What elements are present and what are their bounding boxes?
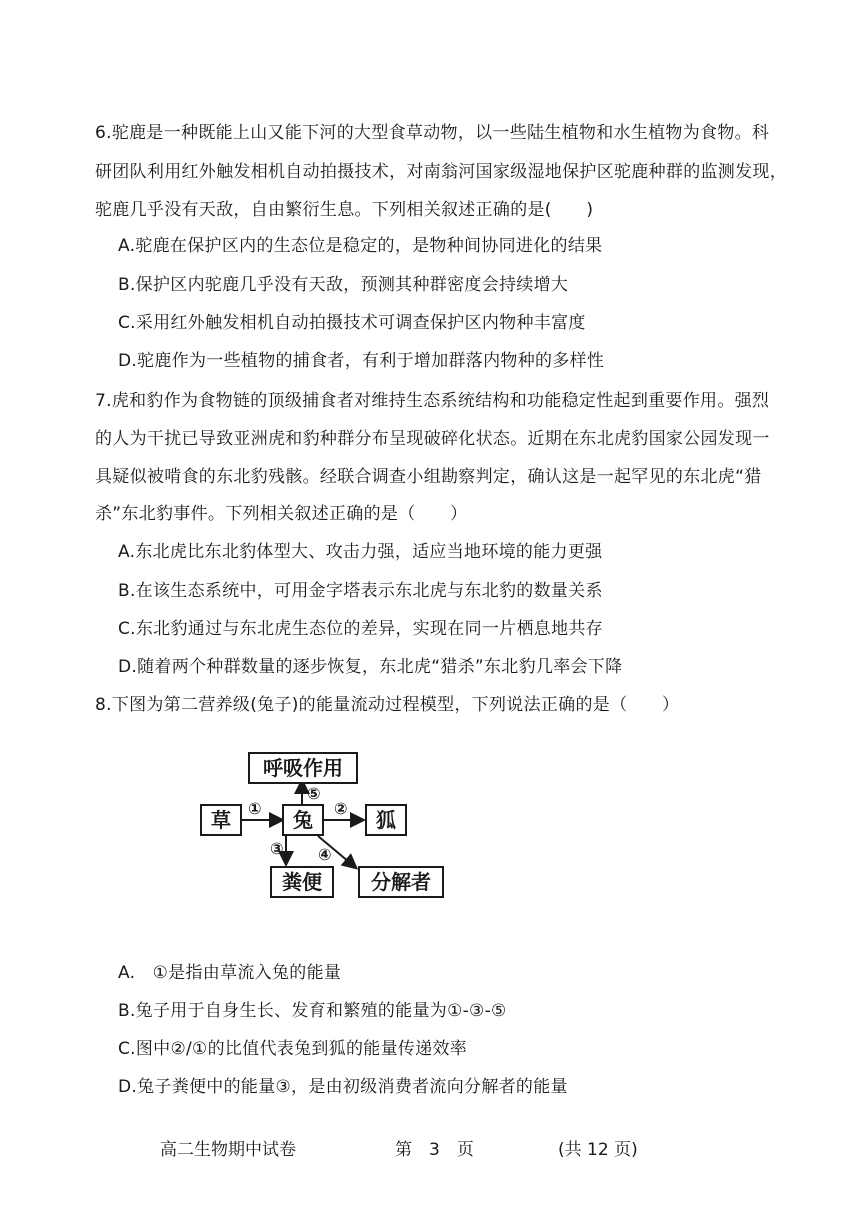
q8-option-c: C.图中②/①的比值代表兔到狐的能量传递效率	[118, 1039, 468, 1059]
q6-stem-line-2: 研团队利用红外触发相机自动拍摄技术，对南翁河国家级湿地保护区驼鹿种群的监测发现，	[95, 162, 787, 182]
q7-stem-line-3: 具疑似被啃食的东北豹残骸。经联合调查小组勘察判定，确认这是一起罕见的东北虎“猎	[95, 467, 762, 487]
footer-page-number: 第 3 页	[395, 1140, 474, 1160]
q6-stem-line-3: 驼鹿几乎没有天敌，自由繁衍生息。下列相关叙述正确的是( )	[95, 200, 594, 220]
label-circle-4: ④	[318, 845, 332, 864]
label-circle-1: ①	[248, 799, 262, 818]
footer-title: 高二生物期中试卷	[160, 1140, 296, 1160]
box-respiration: 呼吸作用	[248, 752, 358, 784]
q8-option-b: B.兔子用于自身生长、发育和繁殖的能量为①-③-⑤	[118, 1001, 507, 1021]
label-circle-5: ⑤	[307, 784, 321, 803]
box-feces: 粪便	[270, 866, 334, 898]
q7-stem-line-1: 7.虎和豹作为食物链的顶级捕食者对维持生态系统结构和功能稳定性起到重要作用。强烈	[95, 391, 770, 411]
q7-option-c: C.东北豹通过与东北虎生态位的差异，实现在同一片栖息地共存	[118, 619, 603, 639]
q7-stem-line-2: 的人为干扰已导致亚洲虎和豹种群分布呈现破碎化状态。近期在东北虎豹国家公园发现一	[95, 429, 770, 449]
q6-option-a: A.驼鹿在保护区内的生态位是稳定的，是物种间协同进化的结果	[118, 236, 603, 256]
q6-stem-line-1: 6.驼鹿是一种既能上山又能下河的大型食草动物，以一些陆生植物和水生植物为食物。科	[95, 123, 770, 143]
q7-option-d: D.随着两个种群数量的逐步恢复，东北虎“猎杀”东北豹几率会下降	[118, 657, 623, 677]
box-rabbit: 兔	[282, 804, 324, 836]
q8-option-a: A. ①是指由草流入兔的能量	[118, 963, 342, 983]
energy-flow-diagram	[190, 740, 460, 910]
q6-option-b: B.保护区内驼鹿几乎没有天敌，预测其种群密度会持续增大	[118, 275, 569, 295]
q6-option-c: C.采用红外触发相机自动拍摄技术可调查保护区内物种丰富度	[118, 313, 586, 333]
box-fox: 狐	[365, 804, 407, 836]
box-grass: 草	[200, 804, 242, 836]
label-circle-3: ③	[270, 839, 284, 858]
q8-option-d: D.兔子粪便中的能量③，是由初级消费者流向分解者的能量	[118, 1077, 568, 1097]
q6-option-d: D.驼鹿作为一些植物的捕食者，有利于增加群落内物种的多样性	[118, 351, 605, 371]
q7-option-b: B.在该生态系统中，可用金字塔表示东北虎与东北豹的数量关系	[118, 581, 603, 601]
label-circle-2: ②	[334, 799, 348, 818]
q7-option-a: A.东北虎比东北豹体型大、攻击力强，适应当地环境的能力更强	[118, 542, 603, 562]
q8-stem-line-1: 8.下图为第二营养级(兔子)的能量流动过程模型，下列说法正确的是（ ）	[95, 695, 680, 715]
box-decomposer: 分解者	[358, 866, 444, 898]
q7-stem-line-4: 杀”东北豹事件。下列相关叙述正确的是（ ）	[95, 504, 468, 524]
footer-total-pages: (共 12 页)	[558, 1140, 638, 1160]
